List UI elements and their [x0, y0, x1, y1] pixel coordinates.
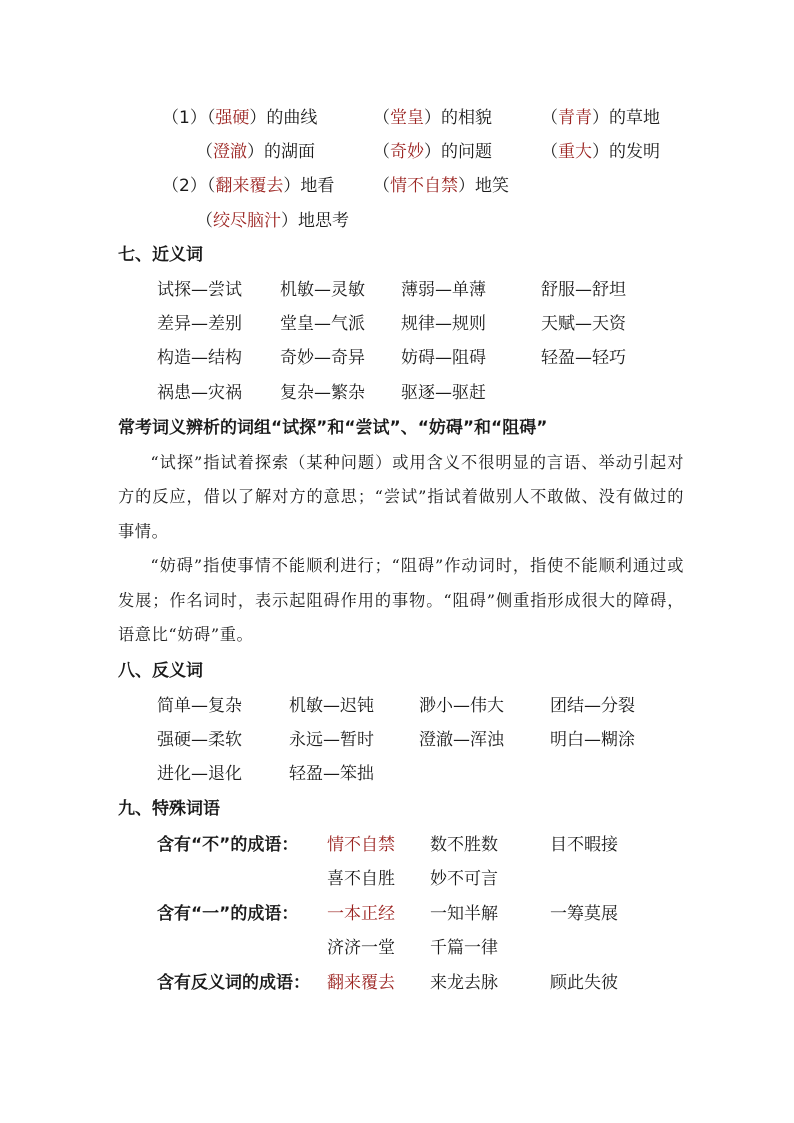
word-pair: 妨碍—阻碍	[401, 348, 486, 368]
idiom-highlight: 一本正经	[327, 904, 395, 924]
fill-item: （情不自禁）地笑	[373, 176, 509, 196]
idiom: 千篇一律	[430, 938, 498, 958]
idiom: 喜不自胜	[327, 869, 395, 889]
word-pair: 奇妙—奇异	[280, 348, 365, 368]
analysis-paragraph-2: “妨碍”指使事情不能顺利进行；“阻碍”作动词时，指使不能顺利通过或发展；作名词时，表示起阻碍作用的事物。“阻碍”侧重指形成很大的障碍，语意比“妨碍”重。	[118, 556, 684, 645]
word-pair: 轻盈—轻巧	[541, 348, 626, 368]
idiom: 目不暇接	[550, 835, 618, 855]
word-pair: 堂皇—气派	[280, 314, 365, 334]
idiom: 一知半解	[430, 904, 498, 924]
word-pair: 渺小—伟大	[419, 696, 504, 716]
answer-word: 堂皇	[390, 108, 424, 128]
word-pair: 差异—差别	[157, 314, 242, 334]
fill-item: （1）（强硬）的曲线	[162, 108, 318, 128]
special-heading: 九、特殊词语	[118, 799, 220, 819]
word-pair: 复杂—繁杂	[280, 383, 365, 403]
fill-item: （澄澈）的湖面	[196, 142, 315, 162]
antonyms-heading: 八、反义词	[118, 661, 203, 681]
word-pair: 轻盈—笨拙	[289, 764, 374, 784]
idiom: 顾此失彼	[550, 973, 618, 993]
synonyms-heading: 七、近义词	[118, 245, 203, 265]
fill-item: （奇妙）的问题	[373, 142, 492, 162]
answer-word: 翻来覆去	[215, 176, 284, 196]
word-pair: 简单—复杂	[157, 696, 242, 716]
word-pair: 祸患—灾祸	[157, 383, 242, 403]
analysis-paragraph-1: “试探”指试着探索（某种问题）或用含义不很明显的言语、举动引起对方的反应，借以了解对方的意思；“尝试”指试着做别人不敢做、没有做过的事情。	[118, 453, 684, 541]
idiom-highlight: 翻来覆去	[327, 973, 395, 993]
word-pair: 永远—暂时	[289, 730, 374, 750]
word-pair: 进化—退化	[157, 764, 242, 784]
word-pair: 机敏—迟钝	[289, 696, 374, 716]
word-pair: 天赋—天资	[541, 314, 626, 334]
answer-word: 强硬	[215, 108, 250, 128]
idiom-group-label: 含有反义词的成语：	[157, 973, 310, 993]
answer-word: 青青	[558, 108, 592, 128]
word-pair: 规律—规则	[401, 314, 486, 334]
idiom: 妙不可言	[430, 869, 498, 889]
analysis-paragraphs	[118, 446, 684, 652]
word-pair: 驱逐—驱赶	[401, 383, 486, 403]
idiom-group-label: 含有“一”的成语：	[157, 904, 299, 924]
analysis-heading: 常考词义辨析的词组“试探”和“尝试”、“妨碍”和“阻碍”	[118, 418, 548, 438]
fill-item: （青青）的草地	[541, 108, 660, 128]
word-pair: 强硬—柔软	[157, 730, 242, 750]
fill-item: （绞尽脑汁）地思考	[196, 211, 349, 231]
answer-word: 绞尽脑汁	[213, 211, 281, 231]
word-pair: 澄澈—浑浊	[419, 730, 504, 750]
fill-item: （2）（翻来覆去）地看	[162, 176, 335, 196]
word-pair: 舒服—舒坦	[541, 280, 626, 300]
answer-word: 重大	[558, 142, 592, 162]
idiom: 来龙去脉	[430, 973, 498, 993]
fill-item: （堂皇）的相貌	[373, 108, 492, 128]
word-pair: 薄弱—单薄	[401, 280, 486, 300]
idiom: 数不胜数	[430, 835, 498, 855]
idiom: 一筹莫展	[550, 904, 618, 924]
word-pair: 团结—分裂	[550, 696, 635, 716]
answer-word: 情不自禁	[390, 176, 458, 196]
idiom: 济济一堂	[327, 938, 395, 958]
fill-item: （重大）的发明	[541, 142, 660, 162]
idiom-group-label: 含有“不”的成语：	[157, 835, 299, 855]
word-pair: 试探—尝试	[157, 280, 242, 300]
word-pair: 构造—结构	[157, 348, 242, 368]
word-pair: 机敏—灵敏	[280, 280, 365, 300]
word-pair: 明白—糊涂	[550, 730, 635, 750]
answer-word: 澄澈	[213, 142, 247, 162]
answer-word: 奇妙	[390, 142, 424, 162]
idiom-highlight: 情不自禁	[327, 835, 395, 855]
